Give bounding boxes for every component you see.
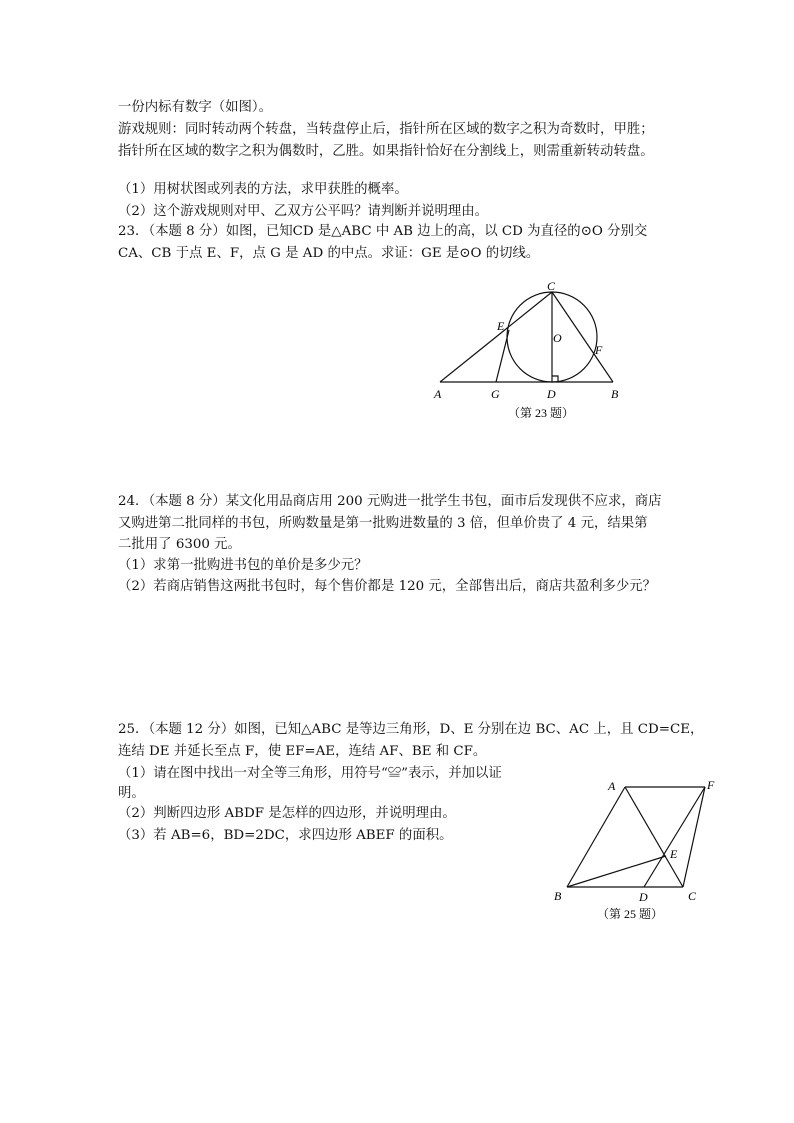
problem-24-line-3: 二批用了 6300 元。 [118,537,241,552]
problem-25-line-1: 25．（本题 12 分）如图，已知△ABC 是等边三角形，D、E 分别在边 BC、AC 上，且 CD=CE， [118,722,704,737]
label-e: E [670,847,678,861]
label-c: C [688,889,697,903]
label-f: F [595,343,603,357]
problem-24-question-2: （2）若商店销售这两批书包时，每个售价都是 120 元，全部售出后，商店共盈利多少元？ [118,579,657,594]
problem-23-line-2: CA、CB 于点 E、F，点 G 是 AD 的中点。求证：GE 是⊙O 的切线。 [118,246,540,261]
problem-25-question-3: （3）若 AB=6，BD=2DC，求四边形 ABEF 的面积。 [118,828,453,843]
label-a: A [608,779,616,793]
figure-25 [545,770,730,925]
intro-line-1: 一份内标有数字（如图）。 [118,100,272,115]
intro-line-2: 游戏规则：同时转动两个转盘，当转盘停止后，指针所在区域的数字之积为奇数时，甲胜； [118,122,654,137]
segment-ac [440,292,552,382]
figure-25-caption: （第 25 题） [597,907,664,921]
label-b: B [554,889,562,903]
label-a: A [434,387,442,401]
label-f: F [707,778,715,792]
problem-25-question-2: （2）判断四边形 ABDF 是怎样的四边形，并说明理由。 [118,806,456,821]
intro-question-1: （1）用树状图或列表的方法，求甲获胜的概率。 [118,182,408,197]
problem-25-question-1a: （1）请在图中找出一对全等三角形，用符号“≌”表示，并加以证 [118,766,502,781]
problem-24-line-2: 又购进第二批同样的书包，所购数量是第一批购进数量的 3 倍，但单价贵了 4 元，结果第 [118,516,648,531]
segment-fc [683,787,705,887]
figure-23-caption: （第 23 题） [508,406,575,420]
problem-25-question-1b: 明。 [118,786,145,801]
problem-24-question-1: （1）求第一批购进书包的单价是多少元？ [118,558,368,573]
label-g: G [491,387,500,401]
label-d: D [639,890,648,904]
intro-question-2: （2）这个游戏规则对甲、乙双方公平吗？请判断并说明理由。 [118,204,489,219]
figure-25-diagram [545,770,730,925]
problem-23-line-1: 23．（本题 8 分）如图，已知CD 是△ABC 中 AB 边上的高，以 CD 为直径的⊙O 分别交 [118,224,648,239]
label-e: E [497,319,505,333]
right-angle-mark [552,376,558,382]
problem-24-line-1: 24．（本题 8 分）某文化用品商店用 200 元购进一批学生书包，面市后发现供不应求，商店 [118,494,662,509]
label-c: C [547,279,556,293]
segment-ge [496,330,509,382]
figure-23-diagram [425,278,635,423]
label-d: D [547,387,556,401]
label-b: B [611,387,619,401]
problem-25-line-2: 连结 DE 并延长至点 F，使 EF=AE，连结 AF、BE 和 CF。 [118,744,487,759]
intro-line-3: 指针所在区域的数字之积为偶数时，乙胜。如果指针恰好在分割线上，则需重新转动转盘。 [118,144,654,159]
label-o: O [553,331,562,345]
figure-23 [425,278,635,423]
